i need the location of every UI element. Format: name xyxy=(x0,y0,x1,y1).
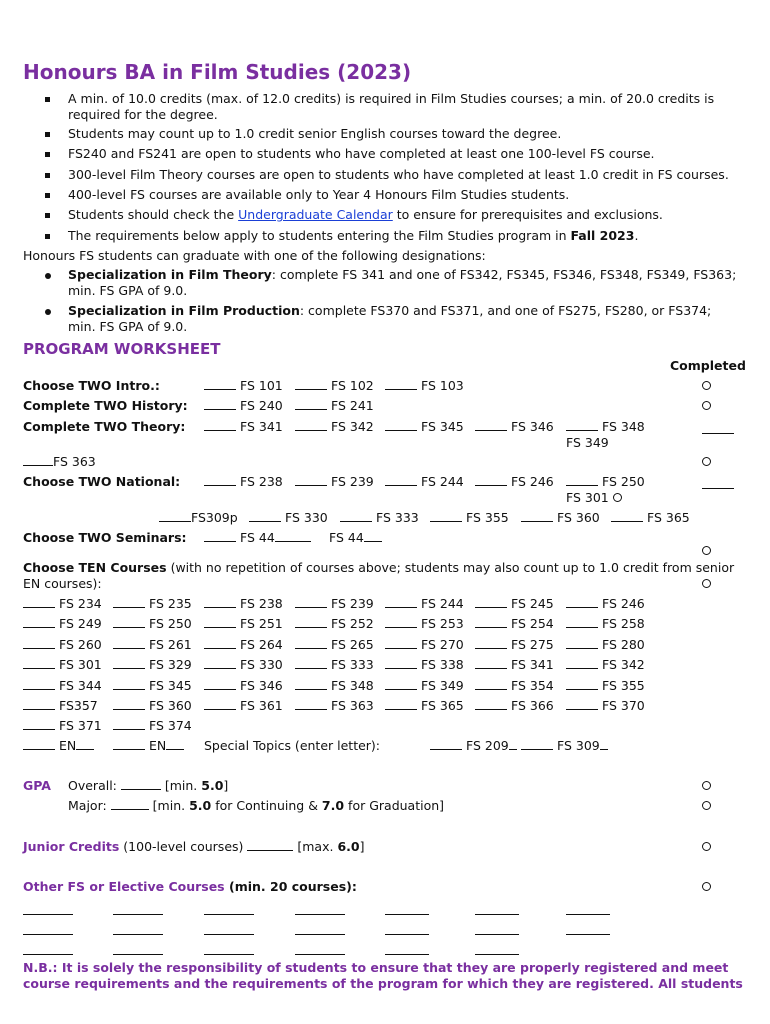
theory-fs341[interactable]: FS 341 xyxy=(204,419,283,434)
other-blank[interactable] xyxy=(385,914,429,915)
intro-completed-circle[interactable] xyxy=(702,381,711,390)
ten-course-code: FS 360 xyxy=(148,698,192,713)
other-blank[interactable] xyxy=(295,914,345,915)
ten-course-option[interactable] xyxy=(566,616,645,631)
theory-fs363[interactable]: FS 363 xyxy=(23,454,96,469)
bullet-dot xyxy=(45,273,51,279)
theory-fs346[interactable]: FS 346 xyxy=(475,419,554,434)
national-fs246[interactable]: FS 246 xyxy=(475,474,554,489)
history-fs241[interactable]: FS 241 xyxy=(295,398,374,413)
undergraduate-calendar-link[interactable]: Undergraduate Calendar xyxy=(238,207,393,222)
ten-courses-title: Choose TEN Courses xyxy=(23,560,167,575)
bullet-credits: A min. of 10.0 credits (max. of 12.0 credits) is required in Film Studies courses; a min. of 20.0 credits is required for the degree. xyxy=(68,91,715,122)
ten-courses-note2: EN courses): xyxy=(23,576,102,591)
other-blank[interactable] xyxy=(475,934,519,935)
junior-credits-label: Junior Credits xyxy=(23,839,120,854)
national-fs330[interactable]: FS 330 xyxy=(249,510,328,525)
other-courses-label xyxy=(23,879,357,894)
other-blank[interactable] xyxy=(204,934,254,935)
other-blank[interactable] xyxy=(23,914,73,915)
ten-course-option[interactable] xyxy=(23,657,102,672)
ten-course-option[interactable] xyxy=(385,616,464,631)
ten-course-option[interactable] xyxy=(113,616,192,631)
intro-fs103[interactable]: FS 103 xyxy=(385,378,464,393)
ten-course-option[interactable] xyxy=(295,616,374,631)
designations-intro: Honours FS students can graduate with one of the following designations: xyxy=(23,248,486,263)
bullet-calendar-post: to ensure for prerequisites and exclusions. xyxy=(392,207,663,222)
ten-course-code: FS 254 xyxy=(510,616,554,631)
national-completed-blank[interactable] xyxy=(702,488,734,489)
ten-course-option[interactable] xyxy=(23,698,98,713)
intro-label: Choose TWO Intro.: xyxy=(23,378,160,393)
ten-course-code: FS 344 xyxy=(58,678,102,693)
bullet-theory: 300-level Film Theory courses are open to students who have completed at least 1.0 credit in FS courses. xyxy=(68,167,729,182)
worksheet-heading: PROGRAM WORKSHEET xyxy=(23,340,221,358)
gpa-major-mid: for Continuing & xyxy=(211,798,322,813)
bullet-fall-pre: The requirements below apply to students entering the Film Studies program in xyxy=(68,228,571,243)
ten-course-option[interactable] xyxy=(385,657,464,672)
ten-course-option[interactable] xyxy=(566,678,645,693)
ten-course-code: FS 280 xyxy=(601,637,645,652)
ten-course-option[interactable] xyxy=(566,637,645,652)
ten-course-option[interactable] xyxy=(113,657,192,672)
other-blank[interactable] xyxy=(566,934,610,935)
ten-course-code: FS 370 xyxy=(601,698,645,713)
ten-course-option[interactable] xyxy=(204,698,283,713)
ten-course-option[interactable] xyxy=(475,616,554,631)
bullet-fall-term: Fall 2023 xyxy=(570,228,635,243)
other-blank[interactable] xyxy=(113,954,163,955)
ten-course-code: FS 363 xyxy=(330,698,374,713)
seminar-fs44-2[interactable]: FS 44 xyxy=(329,530,382,545)
designation-production xyxy=(68,303,748,335)
bullet-calendar-pre: Students should check the xyxy=(68,207,239,222)
other-blank[interactable] xyxy=(23,954,73,955)
ten-course-code: FS 265 xyxy=(330,637,374,652)
gpa-major-end: for Graduation] xyxy=(344,798,445,813)
other-blank[interactable] xyxy=(475,954,519,955)
ten-course-code: FS 333 xyxy=(330,657,374,672)
other-blank[interactable] xyxy=(295,954,345,955)
bullet-fs240: FS240 and FS241 are open to students who have completed at least one 100-level FS course. xyxy=(68,146,655,161)
ten-course-code: FS 371 xyxy=(58,718,102,733)
theory-fs345[interactable]: FS 345 xyxy=(385,419,464,434)
junior-credits-max: 6.0 xyxy=(337,839,360,854)
ten-course-option[interactable] xyxy=(385,678,464,693)
bullet-square xyxy=(45,97,50,102)
gpa-overall-end: ] xyxy=(223,778,229,793)
ten-course-code: FS 329 xyxy=(148,657,192,672)
ten-course-code: FS 355 xyxy=(601,678,645,693)
special-topics-label: Special Topics (enter letter): xyxy=(204,738,381,753)
ten-course-code: FS 361 xyxy=(239,698,283,713)
national-fs244[interactable]: FS 244 xyxy=(385,474,464,489)
ten-course-code: FS 330 xyxy=(239,657,283,672)
junior-credits[interactable] xyxy=(23,839,364,854)
theory-fs342[interactable]: FS 342 xyxy=(295,419,374,434)
ten-completed-circle[interactable] xyxy=(702,579,711,588)
ten-course-option[interactable] xyxy=(295,657,374,672)
designation-theory-line2: min. FS GPA of 9.0. xyxy=(68,283,188,298)
ten-course-option[interactable] xyxy=(385,698,464,713)
theory-fs348[interactable]: FS 348 xyxy=(566,419,645,434)
bullet-400: 400-level FS courses are available only to Year 4 Honours Film Studies students. xyxy=(68,187,570,202)
national-fs355[interactable]: FS 355 xyxy=(430,510,509,525)
ten-course-code: FS 235 xyxy=(148,596,192,611)
designation-theory-line1: : complete FS 341 and one of FS342, FS345, FS346, FS348, FS349, FS363; xyxy=(271,267,737,282)
seminars-label: Choose TWO Seminars: xyxy=(23,530,187,545)
national-fs333[interactable]: FS 333 xyxy=(340,510,419,525)
bullet-calendar xyxy=(68,207,748,223)
ten-course-code: FS 252 xyxy=(330,616,374,631)
bullet-fall xyxy=(68,228,748,244)
nb-note-line2: course requirements and the requirements of the program for which they are registered. All students xyxy=(23,976,743,991)
ten-course-code: FS 346 xyxy=(239,678,283,693)
ten-course-code: FS 264 xyxy=(239,637,283,652)
ten-course-code: FS 354 xyxy=(510,678,554,693)
ten-course-option[interactable] xyxy=(295,637,374,652)
bullet-square xyxy=(45,193,50,198)
ten-course-option[interactable] xyxy=(23,616,102,631)
junior-credits-max-end: ] xyxy=(359,839,365,854)
ten-course-code: FS 251 xyxy=(239,616,283,631)
ten-course-code: FS 250 xyxy=(148,616,192,631)
theory-label: Complete TWO Theory: xyxy=(23,419,186,434)
other-blank[interactable] xyxy=(475,914,519,915)
bullet-dot xyxy=(45,309,51,315)
designation-production-line2: min. FS GPA of 9.0. xyxy=(68,319,188,334)
ten-course-code: FS 374 xyxy=(148,718,192,733)
ten-course-code: FS 338 xyxy=(420,657,464,672)
ten-course-code: FS 258 xyxy=(601,616,645,631)
ten-course-code: FS 342 xyxy=(601,657,645,672)
designation-production-line1: : complete FS370 and FS371, and one of FS275, FS280, or FS374; xyxy=(299,303,712,318)
ten-course-code: FS 239 xyxy=(330,596,374,611)
ten-course-code: FS 341 xyxy=(510,657,554,672)
ten-course-option[interactable] xyxy=(23,718,102,733)
national-fs250[interactable]: FS 250 xyxy=(566,474,645,489)
ten-course-code: FS 260 xyxy=(58,637,102,652)
other-blank[interactable] xyxy=(204,954,254,955)
ten-course-option[interactable] xyxy=(204,637,283,652)
junior-credits-note: (100-level courses) xyxy=(119,839,244,854)
gpa-major-circle[interactable] xyxy=(702,801,711,810)
national-fs301: FS 301 xyxy=(566,490,609,505)
ten-course-option[interactable] xyxy=(295,596,374,611)
history-fs240[interactable]: FS 240 xyxy=(204,398,283,413)
ten-course-option[interactable] xyxy=(113,596,192,611)
ten-course-option[interactable] xyxy=(475,637,554,652)
ten-course-code: FS357 xyxy=(58,698,98,713)
ten-course-option[interactable] xyxy=(295,678,374,693)
ten-course-code: FS 270 xyxy=(420,637,464,652)
other-blank[interactable] xyxy=(23,934,73,935)
seminar-fs44-1[interactable]: FS 44 xyxy=(204,530,311,545)
ten-course-code: FS 348 xyxy=(330,678,374,693)
other-blank[interactable] xyxy=(566,914,610,915)
bullet-square xyxy=(45,132,50,137)
other-courses-note: (min. 20 courses): xyxy=(224,879,357,894)
ten-course-option[interactable] xyxy=(566,698,645,713)
completed-column-header: Completed xyxy=(670,358,746,373)
national-fs239[interactable]: FS 239 xyxy=(295,474,374,489)
ten-course-code: FS 366 xyxy=(510,698,554,713)
ten-course-option[interactable] xyxy=(475,657,554,672)
designation-production-name: Specialization in Film Production xyxy=(68,303,300,318)
ten-course-option[interactable] xyxy=(566,657,645,672)
national-fs309p[interactable]: FS309p xyxy=(159,510,238,525)
ten-course-code: FS 261 xyxy=(148,637,192,652)
page-title: Honours BA in Film Studies (2023) xyxy=(23,60,412,84)
ten-course-option[interactable] xyxy=(204,678,283,693)
special-fs209[interactable]: FS 209 xyxy=(430,738,517,753)
national-fs360[interactable]: FS 360 xyxy=(521,510,600,525)
junior-completed-circle[interactable] xyxy=(702,842,711,851)
gpa-overall-circle[interactable] xyxy=(702,781,711,790)
nb-note-line1: N.B.: It is solely the responsibility of students to ensure that they are properly registered and meet xyxy=(23,960,729,975)
bullet-square xyxy=(45,234,50,239)
ten-courses-label xyxy=(23,560,734,575)
bullet-english: Students may count up to 1.0 credit senior English courses toward the degree. xyxy=(68,126,562,141)
national-label: Choose TWO National: xyxy=(23,474,181,489)
en-course-1[interactable]: EN xyxy=(23,738,94,753)
other-blank[interactable] xyxy=(295,934,345,935)
ten-course-option[interactable] xyxy=(385,596,464,611)
ten-course-code: FS 301 xyxy=(58,657,102,672)
other-blank[interactable] xyxy=(385,934,429,935)
history-label: Complete TWO History: xyxy=(23,398,188,413)
bullet-square xyxy=(45,213,50,218)
gpa-major[interactable] xyxy=(68,798,444,813)
ten-course-code: FS 238 xyxy=(239,596,283,611)
seminars-completed-circle[interactable] xyxy=(702,546,711,555)
gpa-major-value2: 7.0 xyxy=(321,798,345,813)
other-courses-title: Other FS or Elective Courses xyxy=(23,879,225,894)
gpa-major-min: [min. xyxy=(152,798,190,813)
bullet-square xyxy=(45,173,50,178)
ten-course-option[interactable] xyxy=(475,678,554,693)
en-course-2[interactable]: EN xyxy=(113,738,184,753)
ten-course-option[interactable] xyxy=(475,698,554,713)
other-blank[interactable] xyxy=(113,934,163,935)
gpa-overall-label: Overall: xyxy=(68,778,117,793)
ten-course-option[interactable] xyxy=(113,678,192,693)
national-fs238[interactable]: FS 238 xyxy=(204,474,283,489)
ten-course-code: FS 249 xyxy=(58,616,102,631)
ten-course-option[interactable] xyxy=(204,616,283,631)
ten-course-code: FS 253 xyxy=(420,616,464,631)
ten-course-code: FS 349 xyxy=(420,678,464,693)
special-fs309[interactable]: FS 309 xyxy=(521,738,608,753)
ten-course-option[interactable] xyxy=(113,637,192,652)
ten-course-code: FS 234 xyxy=(58,596,102,611)
ten-course-option[interactable] xyxy=(23,678,102,693)
ten-course-option[interactable] xyxy=(295,698,374,713)
intro-fs102[interactable]: FS 102 xyxy=(295,378,374,393)
ten-course-code: FS 245 xyxy=(510,596,554,611)
designation-theory-name: Specialization in Film Theory xyxy=(68,267,272,282)
theory-fs349: FS 349 xyxy=(566,435,609,450)
designation-theory xyxy=(68,267,748,299)
junior-credits-max-pre: [max. xyxy=(297,839,338,854)
ten-course-code: FS 246 xyxy=(601,596,645,611)
ten-course-option[interactable] xyxy=(23,637,102,652)
ten-course-option[interactable] xyxy=(204,657,283,672)
other-blank[interactable] xyxy=(385,954,429,955)
intro-fs101[interactable]: FS 101 xyxy=(204,378,283,393)
other-blank[interactable] xyxy=(113,914,163,915)
other-blank[interactable] xyxy=(204,914,254,915)
ten-courses-note: (with no repetition of courses above; students may also count up to 1.0 credit from senior xyxy=(166,560,735,575)
national-fs365[interactable]: FS 365 xyxy=(611,510,690,525)
bullet-fall-post: . xyxy=(634,228,639,243)
national-inline-circle[interactable] xyxy=(613,493,622,502)
ten-course-option[interactable] xyxy=(566,596,645,611)
gpa-overall-value: 5.0 xyxy=(201,778,224,793)
gpa-label: GPA xyxy=(23,778,51,793)
ten-course-option[interactable] xyxy=(23,596,102,611)
ten-course-option[interactable] xyxy=(475,596,554,611)
gpa-overall-min: [min. xyxy=(164,778,202,793)
bullet-square xyxy=(45,152,50,157)
ten-course-option[interactable] xyxy=(204,596,283,611)
ten-course-code: FS 365 xyxy=(420,698,464,713)
ten-course-code: FS 244 xyxy=(420,596,464,611)
ten-course-code: FS 345 xyxy=(148,678,192,693)
gpa-major-label: Major: xyxy=(68,798,107,813)
history-completed-circle[interactable] xyxy=(702,401,711,410)
ten-course-code: FS 275 xyxy=(510,637,554,652)
ten-course-option[interactable] xyxy=(385,637,464,652)
gpa-overall[interactable] xyxy=(68,778,228,793)
ten-course-option[interactable] xyxy=(113,698,192,713)
other-completed-circle[interactable] xyxy=(702,882,711,891)
theory-completed-blank[interactable] xyxy=(702,433,734,434)
theory-completed-circle[interactable] xyxy=(702,457,711,466)
ten-course-option[interactable] xyxy=(113,718,192,733)
gpa-major-value1: 5.0 xyxy=(189,798,212,813)
